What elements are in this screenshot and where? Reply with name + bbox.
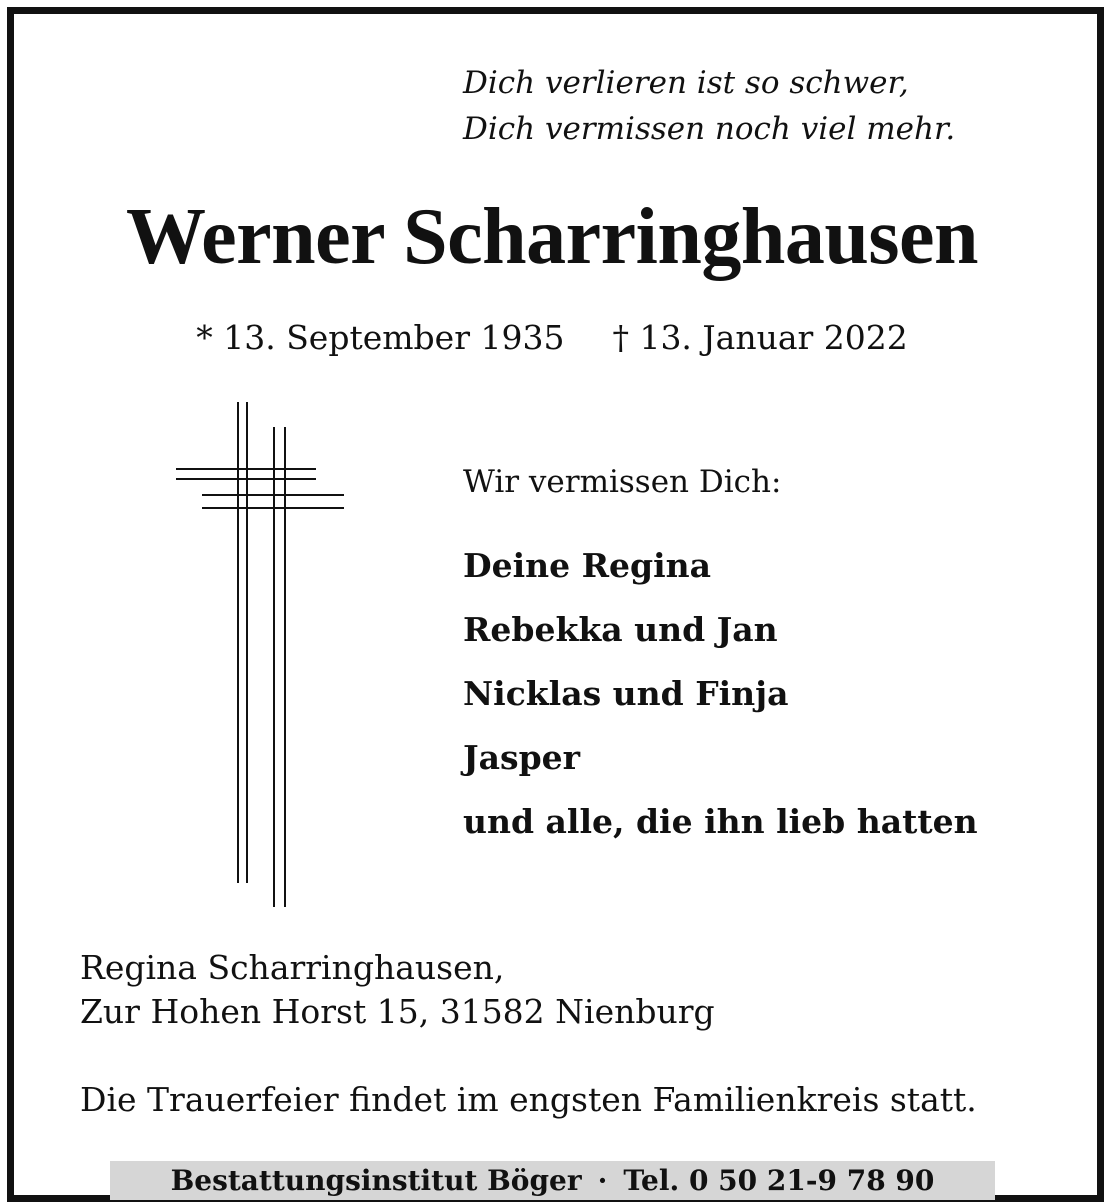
double-line-cross-icon bbox=[175, 400, 350, 910]
quote-line-2: Dich vermissen noch viel mehr. bbox=[463, 111, 956, 147]
birth-date: * 13. September 1935 bbox=[196, 318, 565, 357]
funeral-home-phone: Tel. 0 50 21-9 78 90 bbox=[623, 1164, 935, 1197]
death-date: † 13. Januar 2022 bbox=[612, 318, 908, 357]
footer-separator: · bbox=[597, 1164, 608, 1197]
mourner-name: Deine Regina bbox=[463, 546, 712, 585]
address-name: Regina Scharringhausen, bbox=[80, 948, 505, 987]
address-street: Zur Hohen Horst 15, 31582 Nienburg bbox=[80, 992, 715, 1031]
funeral-home-footer bbox=[110, 1161, 995, 1200]
deceased-name: Werner Scharringhausen bbox=[125, 193, 978, 281]
mourners-intro: Wir vermissen Dich: bbox=[463, 464, 782, 500]
family-address bbox=[80, 946, 715, 1034]
quote-line-1: Dich verlieren ist so schwer, bbox=[463, 65, 909, 101]
ceremony-note: Die Trauerfeier findet im engsten Familienkreis statt. bbox=[80, 1080, 977, 1119]
life-dates bbox=[0, 316, 1104, 360]
mourner-name: Rebekka und Jan bbox=[463, 610, 778, 649]
mourner-name: Nicklas und Finja bbox=[463, 674, 789, 713]
mourners-list bbox=[463, 534, 978, 854]
funeral-home-name: Bestattungsinstitut Böger bbox=[170, 1164, 582, 1197]
mourner-name: Jasper bbox=[463, 738, 581, 777]
mourner-name: und alle, die ihn lieb hatten bbox=[463, 802, 978, 841]
memorial-quote bbox=[463, 60, 955, 152]
